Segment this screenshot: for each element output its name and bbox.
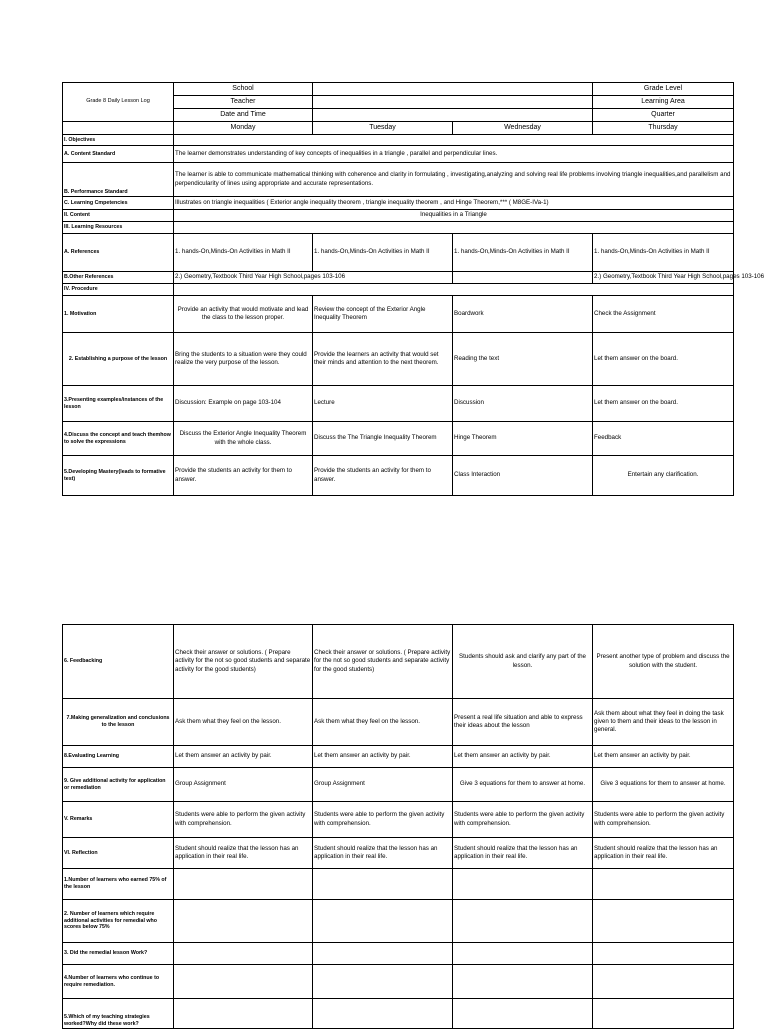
cell-tuesday: Students were able to perform the given activity with comprehension. bbox=[313, 802, 453, 838]
answer-wednesday[interactable] bbox=[453, 900, 593, 943]
learning-area-label: Learning Area bbox=[593, 96, 734, 109]
answer-thursday[interactable] bbox=[593, 999, 734, 1029]
table-row bbox=[63, 333, 734, 386]
cell-monday: Provide an activity that would motivate and lead the class to the lesson proper. bbox=[174, 296, 313, 333]
table-row bbox=[63, 456, 734, 496]
lesson-log-table-1 bbox=[62, 82, 765, 496]
row-label: 3.Presenting examples/instances of the lesson bbox=[63, 386, 174, 422]
cell-tuesday: Ask them what they feel on the lesson. bbox=[313, 699, 453, 746]
cell-thursday: Check the Assignment bbox=[593, 296, 734, 333]
table-row bbox=[63, 999, 734, 1029]
content-label: II. Content bbox=[63, 210, 174, 222]
other-reference-monday: 2.) Geometry,Textbook Third Year High School,pages 103-106 bbox=[174, 272, 453, 284]
day-tuesday: Tuesday bbox=[313, 122, 453, 135]
other-reference-thursday: 2.) Geometry,Textbook Third Year High School,pages 103-106 bbox=[593, 272, 734, 284]
row-label: 8.Evaluating Learning bbox=[63, 746, 174, 768]
cell-thursday: Let them answer on the board. bbox=[593, 333, 734, 386]
resources-label: III. Learning Resources bbox=[63, 222, 174, 234]
cell-monday: Let them answer an activity by pair. bbox=[174, 746, 313, 768]
objectives-label: I. Objectives bbox=[63, 135, 174, 146]
quarter-label: Quarter bbox=[593, 109, 734, 122]
teacher-label: Teacher bbox=[174, 96, 313, 109]
table-row bbox=[63, 838, 734, 869]
cell-monday: Students were able to perform the given activity with comprehension. bbox=[174, 802, 313, 838]
cell-wednesday: Hinge Theorem bbox=[453, 422, 593, 456]
cell-monday: Discuss the Exterior Angle Inequality Theorem with the whole class. bbox=[174, 422, 313, 456]
content-standard-text: The learner demonstrates understanding of key concepts of inequalities in a triangle , parallel and perpendicular lines. bbox=[174, 146, 734, 163]
resources-value bbox=[174, 222, 734, 234]
cell-monday: Bring the students to a situation were they could realize the very purpose of the lesson. bbox=[174, 333, 313, 386]
cell-tuesday: Group Assignment bbox=[313, 768, 453, 802]
cell-wednesday: Class Interaction bbox=[453, 456, 593, 496]
answer-tuesday[interactable] bbox=[313, 943, 453, 965]
answer-tuesday[interactable] bbox=[313, 900, 453, 943]
cell-monday: Provide the students an activity for them to answer. bbox=[174, 456, 313, 496]
cell-monday: Ask them what they feel on the lesson. bbox=[174, 699, 313, 746]
reflection-question: 4.Number of learners who continue to require remediation. bbox=[63, 965, 174, 999]
row-label: 2. Establishing a purpose of the lesson bbox=[63, 333, 174, 386]
lesson-log-table-2 bbox=[62, 624, 734, 1029]
answer-thursday[interactable] bbox=[593, 965, 734, 999]
other-references-label: B.Other References bbox=[63, 272, 174, 284]
reference-tuesday: 1. hands-On,Minds-On Activities in Math II bbox=[313, 234, 453, 272]
row-label: VI. Reflection bbox=[63, 838, 174, 869]
answer-tuesday[interactable] bbox=[313, 869, 453, 900]
answer-monday[interactable] bbox=[174, 943, 313, 965]
answer-monday[interactable] bbox=[174, 900, 313, 943]
cell-thursday: Let them answer on the board. bbox=[593, 386, 734, 422]
table-row bbox=[63, 699, 734, 746]
answer-wednesday[interactable] bbox=[453, 965, 593, 999]
performance-standard-text bbox=[174, 163, 734, 197]
log-title: Grade 8 Daily Lesson Log bbox=[63, 83, 174, 122]
competencies-text: Illustrates on triangle inequalities ( Exterior angle inequality theorem , triangle inequality theorem , and Hinge Theorem,*** ( M8GE-IVa-1) bbox=[174, 197, 734, 210]
cell-tuesday: Review the concept of the Exterior Angle Inequality Theorem bbox=[313, 296, 453, 333]
reflection-question: 5.Which of my teaching strategies worked?Why did these work? bbox=[63, 999, 174, 1029]
reflection-question: 2. Number of learners which require additional activities for remedial who scores below 75% bbox=[63, 900, 174, 943]
row-label: V. Remarks bbox=[63, 802, 174, 838]
date-time-label: Date and Time bbox=[174, 109, 313, 122]
cell-wednesday: Boardwork bbox=[453, 296, 593, 333]
cell-tuesday: Provide the students an activity for them to answer. bbox=[313, 456, 453, 496]
objectives-value bbox=[174, 135, 734, 146]
references-label: A. References bbox=[63, 234, 174, 272]
cell-tuesday: Student should realize that the lesson has an application in their real life. bbox=[313, 838, 453, 869]
table-row bbox=[63, 296, 734, 333]
row-label: 9. Give additional activity for application or remediation bbox=[63, 768, 174, 802]
table-row bbox=[63, 422, 734, 456]
cell-wednesday: Reading the text bbox=[453, 333, 593, 386]
reflection-question: 1.Number of learners who earned 75% of the lesson bbox=[63, 869, 174, 900]
cell-wednesday: Let them answer an activity by pair. bbox=[453, 746, 593, 768]
lesson-log-page-1 bbox=[62, 82, 765, 510]
cell-tuesday: Discuss the The Triangle Inequality Theorem bbox=[313, 422, 453, 456]
blank-cell bbox=[63, 122, 174, 135]
cell-wednesday: Student should realize that the lesson has an application in their real life. bbox=[453, 838, 593, 869]
cell-wednesday: Students were able to perform the given activity with comprehension. bbox=[453, 802, 593, 838]
table-row bbox=[63, 746, 734, 768]
table-row bbox=[63, 768, 734, 802]
table-row bbox=[63, 943, 734, 965]
answer-monday[interactable] bbox=[174, 999, 313, 1029]
cell-thursday: Let them answer an activity by pair. bbox=[593, 746, 734, 768]
cell-tuesday: Check their answer or solutions. ( Prepare activity for the not so good students and separate activity for the good students) bbox=[313, 625, 453, 699]
table-row bbox=[63, 900, 734, 943]
table-row bbox=[63, 965, 734, 999]
competencies-label: C. Learning Cmpetencies bbox=[63, 197, 174, 210]
table-row bbox=[63, 625, 734, 699]
content-standard-label: A. Content Standard bbox=[63, 146, 174, 163]
answer-tuesday[interactable] bbox=[313, 965, 453, 999]
cell-monday: Group Assignment bbox=[174, 768, 313, 802]
reflection-question: 3. Did the remedial lesson Work? bbox=[63, 943, 174, 965]
table-row bbox=[63, 869, 734, 900]
procedure-label: IV. Procedure bbox=[63, 284, 174, 296]
cell-wednesday: Discussion bbox=[453, 386, 593, 422]
cell-thursday: Feedback bbox=[593, 422, 734, 456]
cell-monday: Check their answer or solutions. ( Prepare activity for the not so good students and separate activity for the good students) bbox=[174, 625, 313, 699]
row-label: 6. Feedbacking bbox=[63, 625, 174, 699]
answer-thursday[interactable] bbox=[593, 869, 734, 900]
other-reference-wednesday bbox=[453, 272, 593, 284]
day-wednesday: Wednesday bbox=[453, 122, 593, 135]
school-value[interactable] bbox=[313, 83, 593, 96]
reference-wednesday: 1. hands-On,Minds-On Activities in Math II bbox=[453, 234, 593, 272]
reference-monday: 1. hands-On,Minds-On Activities in Math II bbox=[174, 234, 313, 272]
content-text: Inequalities in a Triangle bbox=[174, 210, 734, 222]
teacher-value[interactable] bbox=[313, 96, 593, 109]
answer-wednesday[interactable] bbox=[453, 943, 593, 965]
cell-thursday: Student should realize that the lesson has an application in their real life. bbox=[593, 838, 734, 869]
cell-thursday: Give 3 equations for them to answer at home. bbox=[593, 768, 734, 802]
cell-thursday: Students were able to perform the given activity with comprehension. bbox=[593, 802, 734, 838]
cell-tuesday: Lecture bbox=[313, 386, 453, 422]
table-row bbox=[63, 802, 734, 838]
answer-monday[interactable] bbox=[174, 965, 313, 999]
answer-monday[interactable] bbox=[174, 869, 313, 900]
answer-wednesday[interactable] bbox=[453, 999, 593, 1029]
row-label: 7.Making generalization and conclusions to the lesson bbox=[63, 699, 174, 746]
answer-wednesday[interactable] bbox=[453, 869, 593, 900]
cell-thursday: Entertain any clarification. bbox=[593, 456, 734, 496]
cell-tuesday: Provide the learners an activity that would set their minds and attention to the next theorem. bbox=[313, 333, 453, 386]
cell-wednesday: Students should ask and clarify any part of the lesson. bbox=[453, 625, 593, 699]
cell-wednesday: Present a real life situation and able to express their ideas about the lesson bbox=[453, 699, 593, 746]
row-label: 1. Motivation bbox=[63, 296, 174, 333]
lesson-log-page-2 bbox=[62, 624, 733, 1028]
performance-standard-wrap: The learner is able to communicate mathematical thinking with coherence and clarity in formulating , investigating,analyzing and solving real life problems involving triangle inequalities,and parallelism and perpendicularity of lines using appropriate and accurate representations. bbox=[175, 171, 731, 187]
day-monday: Monday bbox=[174, 122, 313, 135]
cell-thursday: Ask them about what they feel in doing the task given to them and their ideas to the lesson in general. bbox=[593, 699, 734, 746]
procedure-value bbox=[174, 284, 734, 296]
cell-thursday: Present another type of problem and discuss the solution with the student. bbox=[593, 625, 734, 699]
cell-monday: Discussion: Example on page 103-104 bbox=[174, 386, 313, 422]
cell-wednesday: Give 3 equations for them to answer at home. bbox=[453, 768, 593, 802]
performance-standard-label: B. Performance Standard bbox=[63, 163, 174, 197]
row-label: 5.Developing Mastery(leads to formative test) bbox=[63, 456, 174, 496]
row-label: 4.Discuss the concept and teach themhow to solve the expressions bbox=[63, 422, 174, 456]
table-row bbox=[63, 386, 734, 422]
school-label: School bbox=[174, 83, 313, 96]
reference-thursday: 1. hands-On,Minds-On Activities in Math II bbox=[593, 234, 734, 272]
day-thursday: Thursday bbox=[593, 122, 734, 135]
cell-tuesday: Let them answer an activity by pair. bbox=[313, 746, 453, 768]
grade-level-label: Grade Level bbox=[593, 83, 734, 96]
date-time-value[interactable] bbox=[313, 109, 593, 122]
answer-tuesday[interactable] bbox=[313, 999, 453, 1029]
answer-thursday[interactable] bbox=[593, 900, 734, 943]
answer-thursday[interactable] bbox=[593, 943, 734, 965]
cell-monday: Student should realize that the lesson has an application in their real life. bbox=[174, 838, 313, 869]
